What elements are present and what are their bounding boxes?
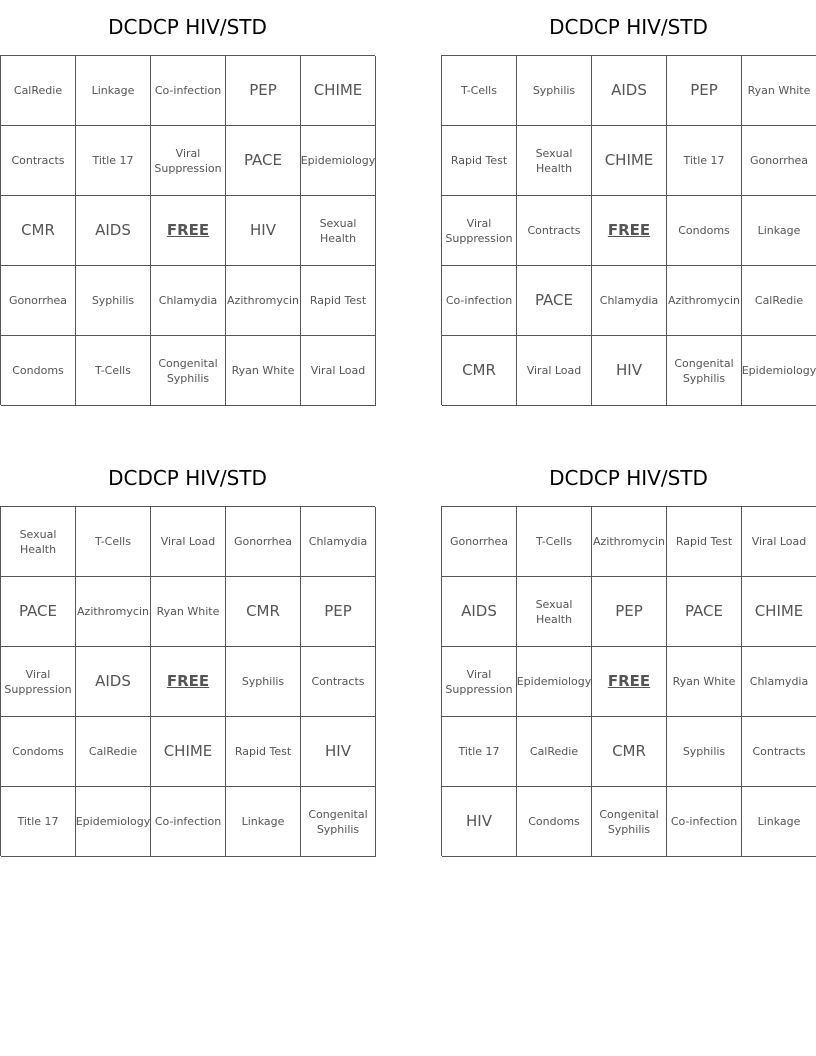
- bingo-cell: Chlamydia: [301, 507, 376, 577]
- bingo-cell: PACE: [517, 266, 592, 336]
- card-title: DCDCP HIV/STD: [108, 466, 267, 490]
- bingo-cell: Contracts: [301, 647, 376, 717]
- bingo-cell: Gonorrhea: [742, 126, 816, 196]
- bingo-cell: Chlamydia: [742, 647, 816, 717]
- bingo-cell: T-Cells: [76, 336, 151, 406]
- bingo-cell: Viral Suppression: [442, 196, 517, 266]
- bingo-cell: Title 17: [667, 126, 742, 196]
- bingo-cell: Condoms: [1, 336, 76, 406]
- bingo-cell: Sexual Health: [301, 196, 376, 266]
- bingo-cell: Epidemiology: [742, 336, 816, 406]
- bingo-cell: CMR: [1, 196, 76, 266]
- bingo-cell: HIV: [592, 336, 667, 406]
- bingo-cell: PACE: [667, 577, 742, 647]
- bingo-card-1: [0, 0, 375, 405]
- bingo-cell: CalRedie: [742, 266, 816, 336]
- bingo-card-4: [441, 451, 816, 856]
- bingo-cell: Contracts: [517, 196, 592, 266]
- bingo-grid: [441, 506, 816, 856]
- bingo-cell: Congenital Syphilis: [667, 336, 742, 406]
- bingo-cell: AIDS: [442, 577, 517, 647]
- bingo-cell: Linkage: [76, 56, 151, 126]
- bingo-cell: CalRedie: [517, 717, 592, 787]
- bingo-cell: Viral Suppression: [1, 647, 76, 717]
- bingo-cell: HIV: [442, 787, 517, 857]
- bingo-cell: PEP: [667, 56, 742, 126]
- bingo-cell: CMR: [592, 717, 667, 787]
- bingo-cell: Contracts: [742, 717, 816, 787]
- bingo-cell: Epidemiology: [301, 126, 376, 196]
- bingo-cell: Azithromycin: [667, 266, 742, 336]
- bingo-cell: Syphilis: [226, 647, 301, 717]
- bingo-cell: Condoms: [667, 196, 742, 266]
- bingo-cell: T-Cells: [76, 507, 151, 577]
- bingo-cell: Rapid Test: [667, 507, 742, 577]
- bingo-cell: T-Cells: [517, 507, 592, 577]
- bingo-cell: Syphilis: [667, 717, 742, 787]
- bingo-cell: Gonorrhea: [442, 507, 517, 577]
- bingo-cell: Congenital Syphilis: [301, 787, 376, 857]
- bingo-cell: Condoms: [517, 787, 592, 857]
- bingo-cell: Linkage: [742, 196, 816, 266]
- bingo-cell: Title 17: [442, 717, 517, 787]
- bingo-cell: Linkage: [742, 787, 816, 857]
- bingo-cell: Congenital Syphilis: [151, 336, 226, 406]
- bingo-cell: CHIME: [742, 577, 816, 647]
- bingo-cell: CHIME: [301, 56, 376, 126]
- bingo-cell: CalRedie: [1, 56, 76, 126]
- bingo-grid: [0, 55, 375, 405]
- bingo-cell: PACE: [226, 126, 301, 196]
- bingo-cell: Rapid Test: [226, 717, 301, 787]
- bingo-cell: Contracts: [1, 126, 76, 196]
- bingo-grid: [0, 506, 375, 856]
- bingo-cell: Title 17: [76, 126, 151, 196]
- card-title: DCDCP HIV/STD: [549, 15, 708, 39]
- bingo-cell: CalRedie: [76, 717, 151, 787]
- bingo-cell: Syphilis: [76, 266, 151, 336]
- bingo-cell: Azithromycin: [592, 507, 667, 577]
- bingo-cell: Ryan White: [151, 577, 226, 647]
- bingo-cell: Rapid Test: [301, 266, 376, 336]
- bingo-cell: T-Cells: [442, 56, 517, 126]
- bingo-cell: Viral Load: [301, 336, 376, 406]
- bingo-cell: Co-infection: [151, 56, 226, 126]
- bingo-cell: PEP: [301, 577, 376, 647]
- bingo-cell: PACE: [1, 577, 76, 647]
- bingo-cell: Epidemiology: [517, 647, 592, 717]
- bingo-cell: Linkage: [226, 787, 301, 857]
- free-space-cell: FREE: [151, 647, 226, 717]
- bingo-cell: Syphilis: [517, 56, 592, 126]
- bingo-cell: AIDS: [76, 196, 151, 266]
- bingo-cell: CHIME: [592, 126, 667, 196]
- bingo-cell: PEP: [226, 56, 301, 126]
- bingo-cell: Azithromycin: [76, 577, 151, 647]
- bingo-cell: Azithromycin: [226, 266, 301, 336]
- bingo-cell: Chlamydia: [151, 266, 226, 336]
- bingo-cell: Sexual Health: [1, 507, 76, 577]
- bingo-cell: Co-infection: [151, 787, 226, 857]
- free-space-cell: FREE: [151, 196, 226, 266]
- bingo-cell: Viral Suppression: [442, 647, 517, 717]
- bingo-cell: Viral Load: [151, 507, 226, 577]
- bingo-cell: Chlamydia: [592, 266, 667, 336]
- bingo-cell: Title 17: [1, 787, 76, 857]
- bingo-cell: HIV: [301, 717, 376, 787]
- card-title: DCDCP HIV/STD: [549, 466, 708, 490]
- bingo-cell: CHIME: [151, 717, 226, 787]
- bingo-cell: Viral Load: [517, 336, 592, 406]
- bingo-cell: HIV: [226, 196, 301, 266]
- bingo-cell: Co-infection: [667, 787, 742, 857]
- bingo-cell: Congenital Syphilis: [592, 787, 667, 857]
- bingo-card-3: [0, 451, 375, 856]
- bingo-cell: Condoms: [1, 717, 76, 787]
- free-space-cell: FREE: [592, 196, 667, 266]
- bingo-card-2: [441, 0, 816, 405]
- bingo-cell: Epidemiology: [76, 787, 151, 857]
- bingo-grid: [441, 55, 816, 405]
- bingo-cell: CMR: [442, 336, 517, 406]
- bingo-cell: Gonorrhea: [226, 507, 301, 577]
- bingo-cell: AIDS: [76, 647, 151, 717]
- bingo-cell: Viral Load: [742, 507, 816, 577]
- card-title: DCDCP HIV/STD: [108, 15, 267, 39]
- bingo-cell: Co-infection: [442, 266, 517, 336]
- bingo-cell: Rapid Test: [442, 126, 517, 196]
- bingo-cell: CMR: [226, 577, 301, 647]
- bingo-cell: Sexual Health: [517, 126, 592, 196]
- bingo-cell: Gonorrhea: [1, 266, 76, 336]
- bingo-cell: Ryan White: [226, 336, 301, 406]
- bingo-cell: Ryan White: [667, 647, 742, 717]
- free-space-cell: FREE: [592, 647, 667, 717]
- bingo-cell: Sexual Health: [517, 577, 592, 647]
- bingo-cell: PEP: [592, 577, 667, 647]
- bingo-cell: Ryan White: [742, 56, 816, 126]
- bingo-cell: Viral Suppression: [151, 126, 226, 196]
- bingo-cell: AIDS: [592, 56, 667, 126]
